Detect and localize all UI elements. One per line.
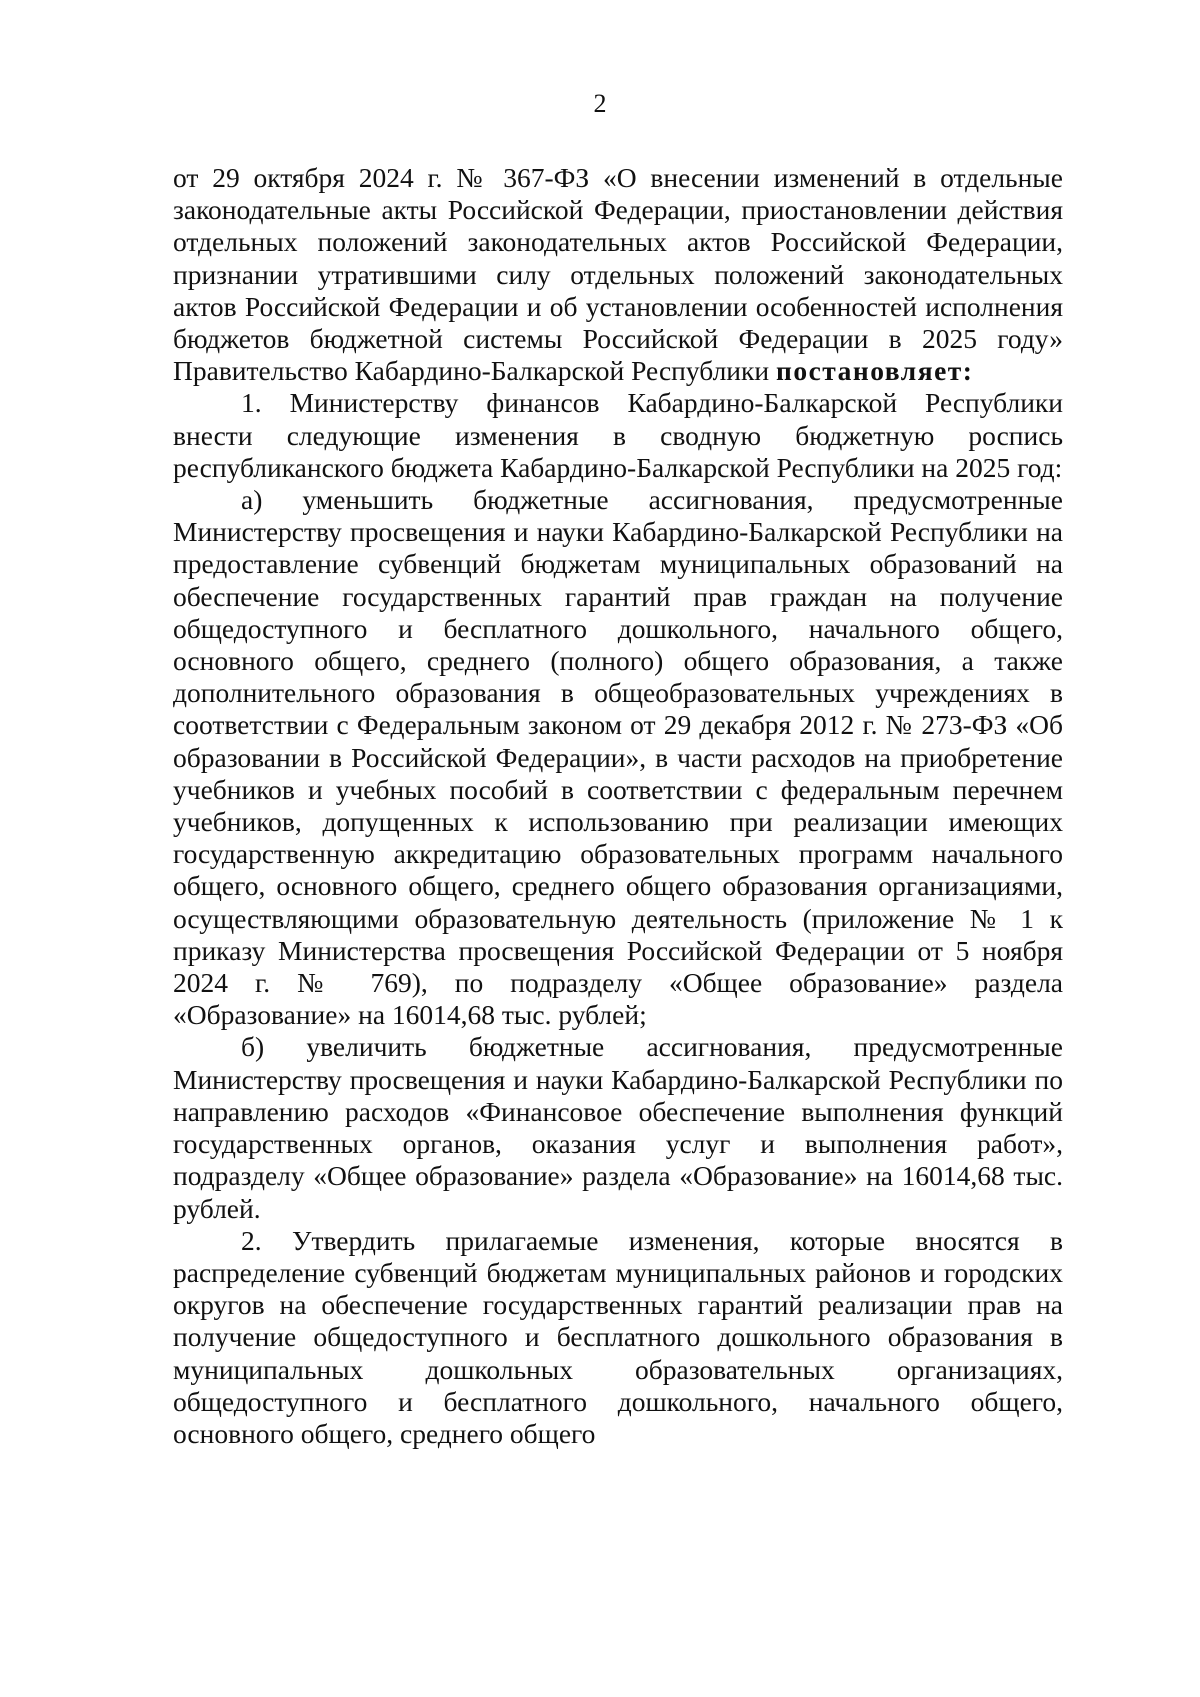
intro-emphasis: постановляет: — [775, 355, 974, 387]
intro-text: от 29 октября 2024 г. № 367-ФЗ «О внесении изменений в отдельные законодательные акты Российской Федерации, приостановлении действия отдельных положений законодательных актов Российской Федерации, признании утратившими силу отдельных положений законодательных актов Российской Федерации и об установлении особенностей исполнения бюджетов бюджетной системы Российской Федерации в 2025 году» Правительство Кабардино-Балкарской Республики — [173, 162, 1063, 387]
paragraph-item-1: 1. Министерству финансов Кабардино-Балкарской Республики внести следующие изменения в сводную бюджетную роспись республиканского бюджета Кабардино-Балкарской Республики на 2025 год: — [173, 387, 1063, 483]
paragraph-item-1a: а) уменьшить бюджетные ассигнования, предусмотренные Министерству просвещения и науки Кабардино-Балкарской Республики на предоставление субвенций бюджетам муниципальных образований на обеспечение государственных гарантий прав граждан на получение общедоступного и бесплатного дошкольного, начального общего, основного общего, среднего (полного) общего образования, а также дополнительного образования в общеобразовательных учреждениях в соответствии с Федеральным законом от 29 декабря 2012 г. № 273-ФЗ «Об образовании в Российской Федерации», в части расходов на приобретение учебников и учебных пособий в соответствии с федеральным перечнем учебников, допущенных к использованию при реализации имеющих государственную аккредитацию образовательных программ начального общего, основного общего, среднего общего образования организациями, осуществляющими образовательную деятельность (приложение № 1 к приказу Министерства просвещения Российской Федерации от 5 ноября 2024 г. № 769), по подразделу «Общее образование» раздела «Образование» на 16014,68 тыс. рублей; — [173, 484, 1063, 1031]
intro-paragraph — [173, 162, 1063, 387]
paragraph-item-1b: б) увеличить бюджетные ассигнования, предусмотренные Министерству просвещения и науки Кабардино-Балкарской Республики по направлению расходов «Финансовое обеспечение выполнения функций государственных органов, оказания услуг и выполнения работ», подразделу «Общее образование» раздела «Образование» на 16014,68 тыс. рублей. — [173, 1031, 1063, 1224]
page-number: 2 — [593, 89, 607, 118]
paragraph-item-2: 2. Утвердить прилагаемые изменения, которые вносятся в распределение субвенций бюджетам муниципальных районов и городских округов на обеспечение государственных гарантий реализации прав на получение общедоступного и бесплатного дошкольного образования в муниципальных дошкольных образовательных организациях, общедоступного и бесплатного дошкольного, начального общего, основного общего, среднего общего — [173, 1224, 1063, 1449]
document-body — [173, 162, 1063, 1450]
